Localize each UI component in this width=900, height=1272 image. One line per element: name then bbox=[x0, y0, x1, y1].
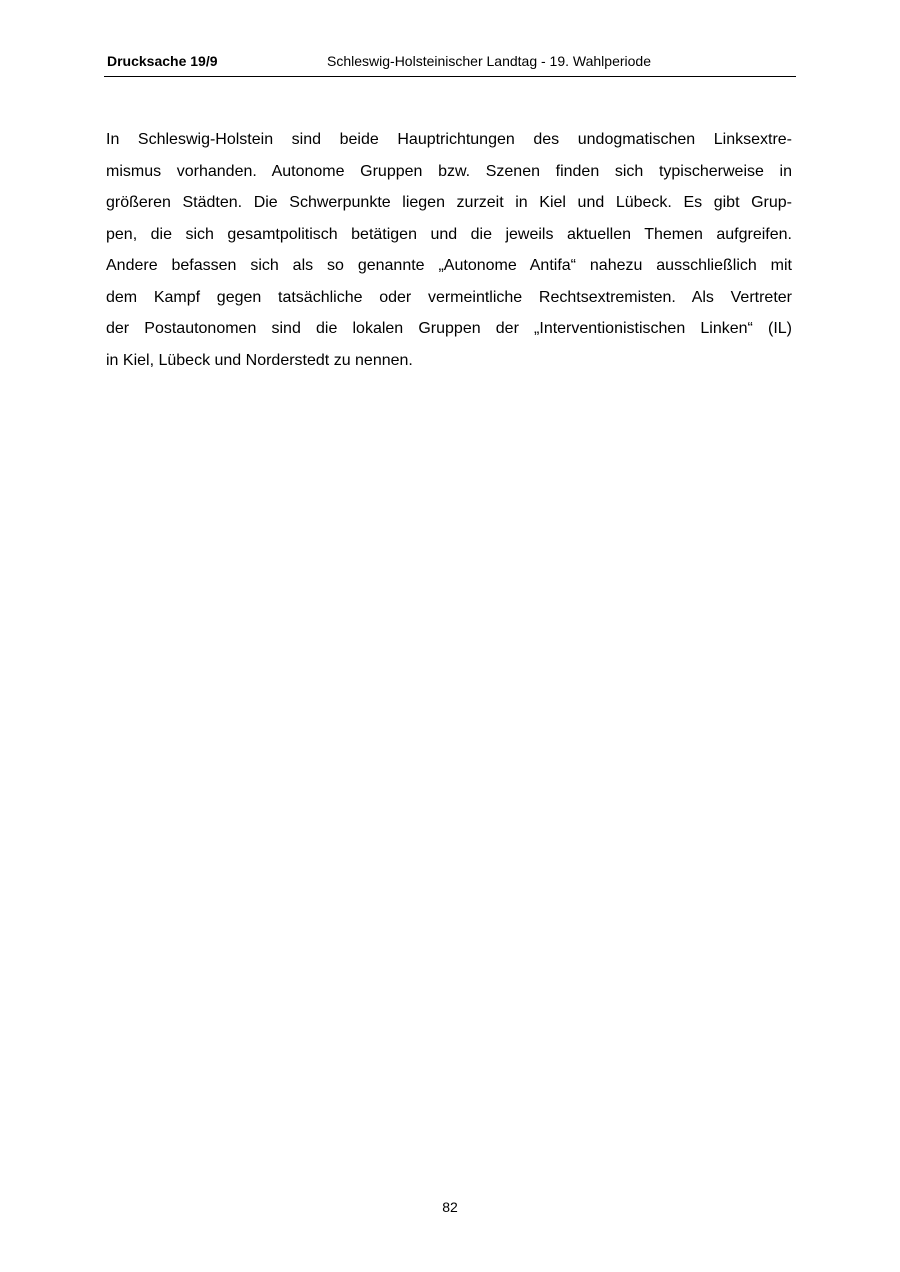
page-header bbox=[104, 52, 796, 77]
paragraph-line: In Schleswig-Holstein sind beide Hauptrichtungen des undogmatischen Linksextre- bbox=[106, 131, 792, 148]
paragraph-line: der Postautonomen sind die lokalen Gruppen der „Interventionistischen Linken“ (IL) bbox=[106, 320, 792, 337]
paragraph-line: Andere befassen sich als so genannte „Autonome Antifa“ nahezu ausschließlich mit bbox=[106, 257, 792, 274]
body-paragraph bbox=[106, 124, 792, 376]
page-number: 82 bbox=[442, 1199, 458, 1215]
document-number: Drucksache 19/9 bbox=[107, 53, 218, 69]
header-title: Schleswig-Holsteinischer Landtag - 19. Wahlperiode bbox=[327, 53, 651, 69]
paragraph-line: in Kiel, Lübeck und Norderstedt zu nennen. bbox=[106, 351, 413, 369]
paragraph-line: größeren Städten. Die Schwerpunkte liegen zurzeit in Kiel und Lübeck. Es gibt Grup- bbox=[106, 194, 792, 211]
paragraph-line: mismus vorhanden. Autonome Gruppen bzw. Szenen finden sich typischerweise in bbox=[106, 162, 792, 180]
paragraph-line: pen, die sich gesamtpolitisch betätigen und die jeweils aktuellen Themen aufgreifen. bbox=[106, 225, 792, 243]
paragraph-line: dem Kampf gegen tatsächliche oder vermeintliche Rechtsextremisten. Als Vertreter bbox=[106, 288, 792, 306]
